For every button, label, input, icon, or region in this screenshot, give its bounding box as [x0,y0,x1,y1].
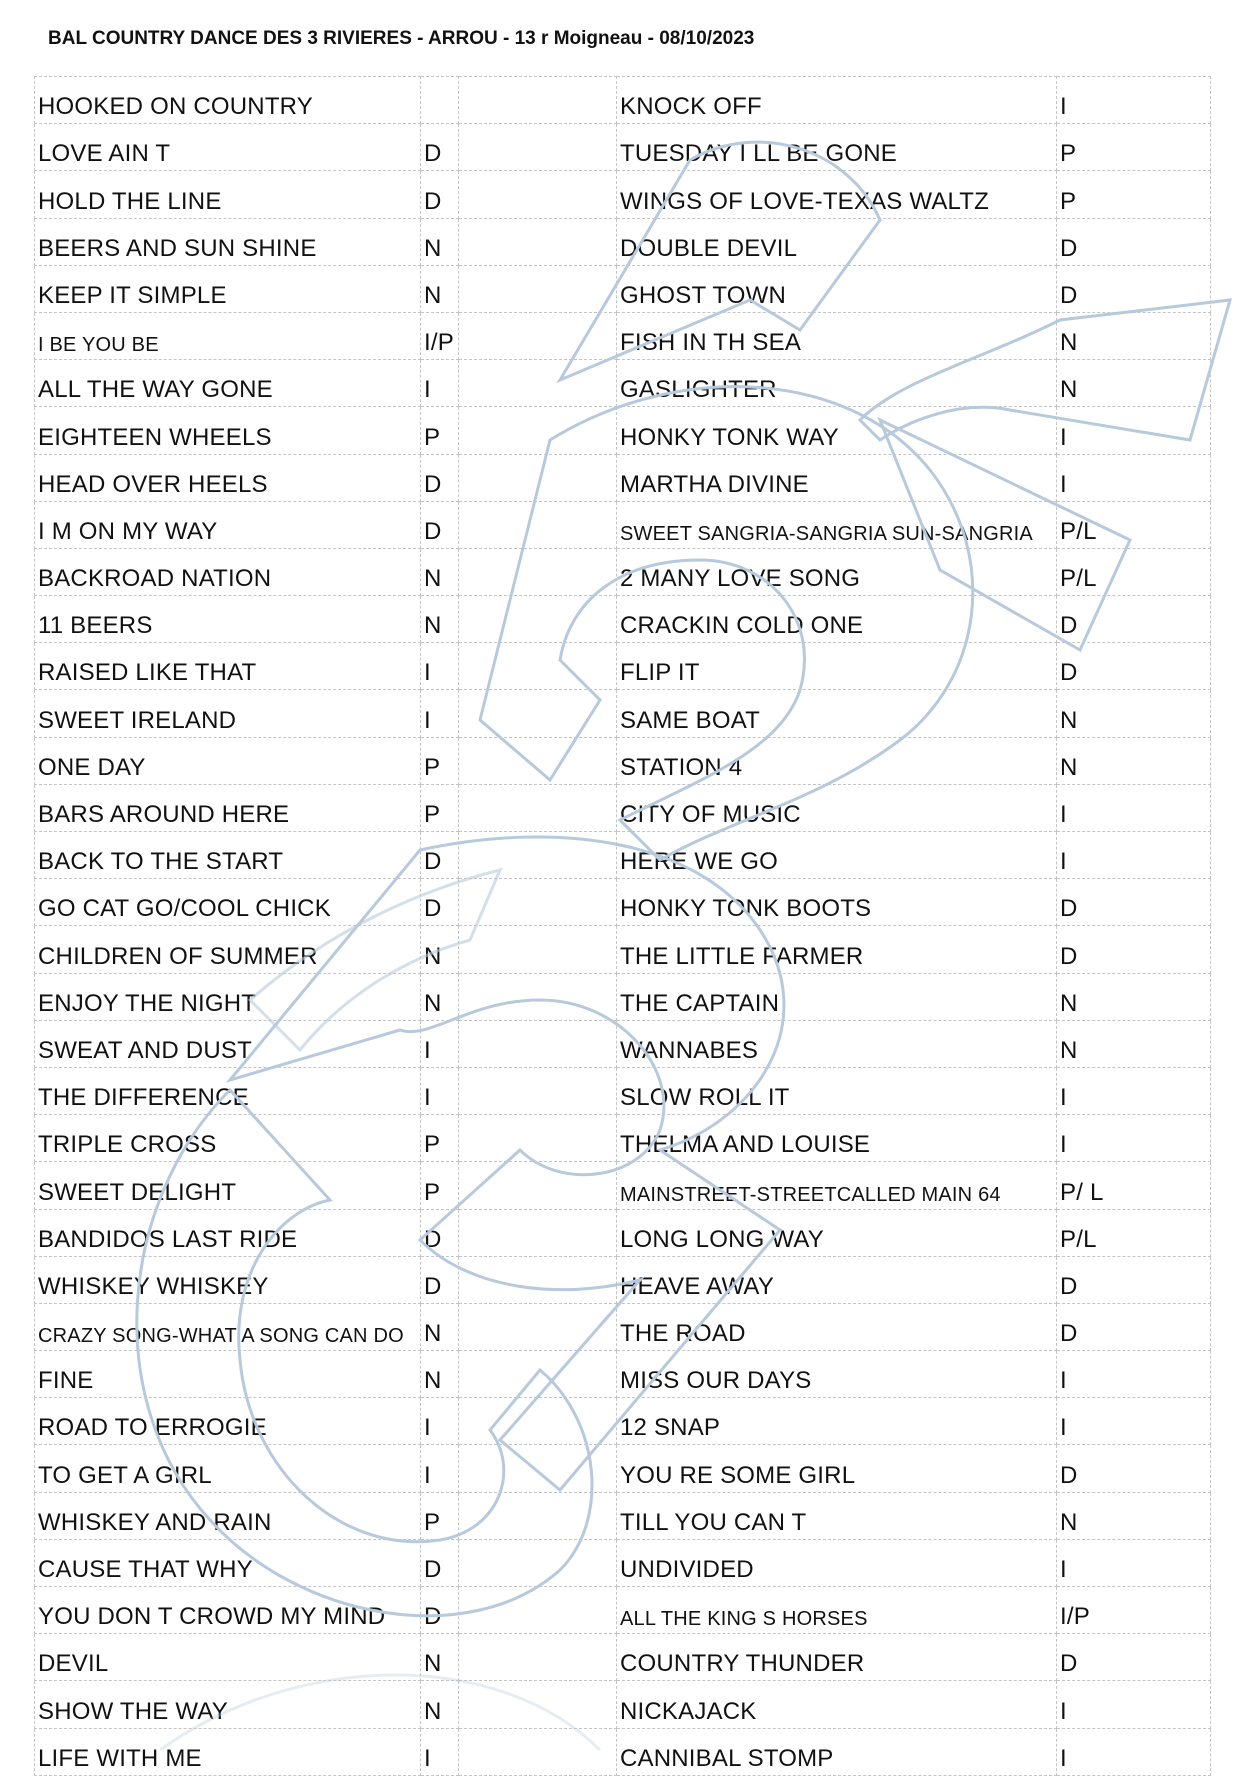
dance-level-right: D [1057,218,1211,265]
table-row [35,360,1211,407]
table-row [35,171,1211,218]
dance-level-right: N [1057,690,1211,737]
table-row [35,926,1211,973]
dance-level-left: N [421,1681,459,1728]
dance-level-left: P [421,1115,459,1162]
spacer-cell [459,879,617,926]
song-title-left: ROAD TO ERROGIE [35,1398,421,1445]
table-row [35,1634,1211,1681]
table-row [35,1587,1211,1634]
song-title-right: CANNIBAL STOMP [617,1728,1057,1775]
song-title-left: HOLD THE LINE [35,171,421,218]
dance-level-left: P [421,1492,459,1539]
table-row [35,218,1211,265]
dance-level-right: I [1057,1067,1211,1114]
dance-level-left: N [421,265,459,312]
spacer-cell [459,643,617,690]
dance-level-right: N [1057,973,1211,1020]
table-row [35,1067,1211,1114]
table-row [35,501,1211,548]
spacer-cell [459,1634,617,1681]
dance-level-right: P/L [1057,548,1211,595]
table-row [35,1256,1211,1303]
table-row [35,879,1211,926]
spacer-cell [459,1209,617,1256]
dance-level-left: D [421,832,459,879]
dance-level-left: I [421,1728,459,1775]
song-title-left: LOVE AIN T [35,124,421,171]
table-row [35,124,1211,171]
spacer-cell [459,973,617,1020]
song-title-left: SHOW THE WAY [35,1681,421,1728]
dance-level-left: N [421,596,459,643]
spacer-cell [459,312,617,359]
dance-level-right: D [1057,596,1211,643]
spacer-cell [459,501,617,548]
song-title-right: NICKAJACK [617,1681,1057,1728]
spacer-cell [459,737,617,784]
dance-level-left: N [421,1634,459,1681]
dance-level-right: I/P [1057,1587,1211,1634]
song-title-right: HERE WE GO [617,832,1057,879]
song-title-left: CAUSE THAT WHY [35,1539,421,1586]
dance-level-right: D [1057,265,1211,312]
song-title-left: HEAD OVER HEELS [35,454,421,501]
dance-level-right: I [1057,454,1211,501]
dance-level-right: P/ L [1057,1162,1211,1209]
dance-level-right: I [1057,1115,1211,1162]
song-title-right: CRACKIN COLD ONE [617,596,1057,643]
song-title-right: STATION 4 [617,737,1057,784]
song-title-left: I M ON MY WAY [35,501,421,548]
song-title-left: BANDIDOS LAST RIDE [35,1209,421,1256]
table-row [35,1492,1211,1539]
song-title-left: ALL THE WAY GONE [35,360,421,407]
song-title-left: WHISKEY WHISKEY [35,1256,421,1303]
spacer-cell [459,1020,617,1067]
dance-level-right: P [1057,124,1211,171]
song-title-left: ONE DAY [35,737,421,784]
dance-level-right: D [1057,926,1211,973]
song-title-right: MAINSTREET-STREETCALLED MAIN 64 [617,1162,1057,1209]
spacer-cell [459,454,617,501]
page-title: BAL COUNTRY DANCE DES 3 RIVIERES - ARROU - 13 r Moigneau - 08/10/2023 [48,28,755,49]
table-row [35,312,1211,359]
song-title-left: WHISKEY AND RAIN [35,1492,421,1539]
spacer-cell [459,218,617,265]
song-title-right: 2 MANY LOVE SONG [617,548,1057,595]
song-title-left: TO GET A GIRL [35,1445,421,1492]
dance-level-right: N [1057,1492,1211,1539]
dance-level-left: P [421,784,459,831]
spacer-cell [459,407,617,454]
spacer-cell [459,1539,617,1586]
dance-level-right: D [1057,1256,1211,1303]
dance-level-left: D [421,171,459,218]
dance-level-right: I [1057,1351,1211,1398]
spacer-cell [459,1492,617,1539]
table-row [35,690,1211,737]
dance-level-left: I [421,690,459,737]
table-row [35,265,1211,312]
song-title-right: HONKY TONK BOOTS [617,879,1057,926]
song-title-right: LONG LONG WAY [617,1209,1057,1256]
dance-level-right: D [1057,879,1211,926]
table-row [35,1539,1211,1586]
spacer-cell [459,784,617,831]
song-title-left: CRAZY SONG-WHAT A SONG CAN DO [35,1303,421,1350]
song-title-left: ENJOY THE NIGHT [35,973,421,1020]
dance-level-right: D [1057,1634,1211,1681]
table-row [35,1162,1211,1209]
song-title-left: LIFE WITH ME [35,1728,421,1775]
dance-level-left: D [421,124,459,171]
dance-level-left: D [421,1256,459,1303]
spacer-cell [459,360,617,407]
song-title-left: BACK TO THE START [35,832,421,879]
spacer-cell [459,77,617,124]
spacer-cell [459,690,617,737]
song-title-left: THE DIFFERENCE [35,1067,421,1114]
song-title-left: YOU DON T CROWD MY MIND [35,1587,421,1634]
dance-level-left: P [421,737,459,784]
spacer-cell [459,265,617,312]
dance-level-left: D [421,879,459,926]
dance-level-left: I [421,360,459,407]
table-row [35,548,1211,595]
dance-level-left [421,77,459,124]
song-title-left: I BE YOU BE [35,312,421,359]
song-title-right: WANNABES [617,1020,1057,1067]
song-title-left: GO CAT GO/COOL CHICK [35,879,421,926]
spacer-cell [459,1398,617,1445]
song-title-left: BARS AROUND HERE [35,784,421,831]
table-row [35,832,1211,879]
dance-level-left: N [421,1303,459,1350]
song-title-left: RAISED LIKE THAT [35,643,421,690]
song-title-right: FISH IN TH SEA [617,312,1057,359]
song-title-right: YOU RE SOME GIRL [617,1445,1057,1492]
dance-level-right: I [1057,1728,1211,1775]
song-title-left: KEEP IT SIMPLE [35,265,421,312]
dance-level-left: N [421,218,459,265]
dance-level-right: D [1057,1303,1211,1350]
table-row [35,1115,1211,1162]
song-title-right: THE ROAD [617,1303,1057,1350]
dance-level-right: N [1057,737,1211,784]
table-row [35,1351,1211,1398]
dance-level-left: N [421,548,459,595]
dance-level-right: P [1057,171,1211,218]
spacer-cell [459,926,617,973]
dance-level-right: P/L [1057,1209,1211,1256]
song-title-right: SAME BOAT [617,690,1057,737]
song-title-left: HOOKED ON COUNTRY [35,77,421,124]
song-title-left: BACKROAD NATION [35,548,421,595]
song-title-right: CITY OF MUSIC [617,784,1057,831]
table-row [35,643,1211,690]
song-title-left: BEERS AND SUN SHINE [35,218,421,265]
table-row [35,596,1211,643]
dance-level-right: I [1057,784,1211,831]
song-title-right: TILL YOU CAN T [617,1492,1057,1539]
song-title-right: MARTHA DIVINE [617,454,1057,501]
table-row [35,1681,1211,1728]
spacer-cell [459,596,617,643]
dance-level-left: I [421,643,459,690]
song-title-right: GASLIGHTER [617,360,1057,407]
spacer-cell [459,1351,617,1398]
song-title-right: FLIP IT [617,643,1057,690]
spacer-cell [459,1728,617,1775]
dance-level-right: I [1057,1398,1211,1445]
song-title-right: HEAVE AWAY [617,1256,1057,1303]
song-title-right: TUESDAY I LL BE GONE [617,124,1057,171]
song-title-right: HONKY TONK WAY [617,407,1057,454]
table-row [35,407,1211,454]
song-title-right: THE CAPTAIN [617,973,1057,1020]
spacer-cell [459,171,617,218]
dance-level-right: I [1057,832,1211,879]
song-title-right: THELMA AND LOUISE [617,1115,1057,1162]
table-row [35,77,1211,124]
dance-level-left: I/P [421,312,459,359]
dance-level-left: D [421,1587,459,1634]
song-title-left: EIGHTEEN WHEELS [35,407,421,454]
song-title-left: DEVIL [35,1634,421,1681]
table-row [35,1398,1211,1445]
song-title-left: SWEET DELIGHT [35,1162,421,1209]
table-row [35,454,1211,501]
song-title-right: KNOCK OFF [617,77,1057,124]
dance-level-left: N [421,1351,459,1398]
song-title-left: 11 BEERS [35,596,421,643]
song-title-left: TRIPLE CROSS [35,1115,421,1162]
dance-level-left: D [421,1209,459,1256]
song-title-left: SWEAT AND DUST [35,1020,421,1067]
song-title-right: MISS OUR DAYS [617,1351,1057,1398]
dance-level-left: I [421,1020,459,1067]
song-title-right: WINGS OF LOVE-TEXAS WALTZ [617,171,1057,218]
dance-level-right: I [1057,1681,1211,1728]
dance-level-left: D [421,501,459,548]
spacer-cell [459,1445,617,1492]
dance-level-right: D [1057,643,1211,690]
table-row [35,1728,1211,1775]
dance-level-right: N [1057,360,1211,407]
dance-level-left: N [421,926,459,973]
dance-level-left: I [421,1398,459,1445]
playlist-table [34,76,1211,1776]
song-title-left: SWEET IRELAND [35,690,421,737]
song-title-left: FINE [35,1351,421,1398]
spacer-cell [459,1587,617,1634]
dance-level-right: P/L [1057,501,1211,548]
dance-level-left: I [421,1067,459,1114]
song-title-right: THE LITTLE FARMER [617,926,1057,973]
song-title-right: COUNTRY THUNDER [617,1634,1057,1681]
spacer-cell [459,1303,617,1350]
dance-level-right: N [1057,312,1211,359]
table-row [35,737,1211,784]
spacer-cell [459,1162,617,1209]
dance-level-left: P [421,407,459,454]
song-title-right: SWEET SANGRIA-SANGRIA SUN-SANGRIA [617,501,1057,548]
spacer-cell [459,1681,617,1728]
table-row [35,973,1211,1020]
dance-level-left: I [421,1445,459,1492]
dance-level-right: I [1057,407,1211,454]
song-title-right: GHOST TOWN [617,265,1057,312]
dance-level-left: P [421,1162,459,1209]
spacer-cell [459,1115,617,1162]
song-title-right: DOUBLE DEVIL [617,218,1057,265]
table-row [35,1445,1211,1492]
dance-level-right: I [1057,1539,1211,1586]
table-row [35,1303,1211,1350]
spacer-cell [459,548,617,595]
table-row [35,784,1211,831]
spacer-cell [459,124,617,171]
song-title-left: CHILDREN OF SUMMER [35,926,421,973]
dance-level-left: N [421,973,459,1020]
song-title-right: 12 SNAP [617,1398,1057,1445]
dance-level-right: D [1057,1445,1211,1492]
song-title-right: SLOW ROLL IT [617,1067,1057,1114]
song-title-right: ALL THE KING S HORSES [617,1587,1057,1634]
dance-level-left: D [421,1539,459,1586]
table-row [35,1209,1211,1256]
spacer-cell [459,1067,617,1114]
song-title-right: UNDIVIDED [617,1539,1057,1586]
spacer-cell [459,832,617,879]
dance-level-left: D [421,454,459,501]
table-row [35,1020,1211,1067]
dance-level-right: N [1057,1020,1211,1067]
dance-level-right: I [1057,77,1211,124]
spacer-cell [459,1256,617,1303]
